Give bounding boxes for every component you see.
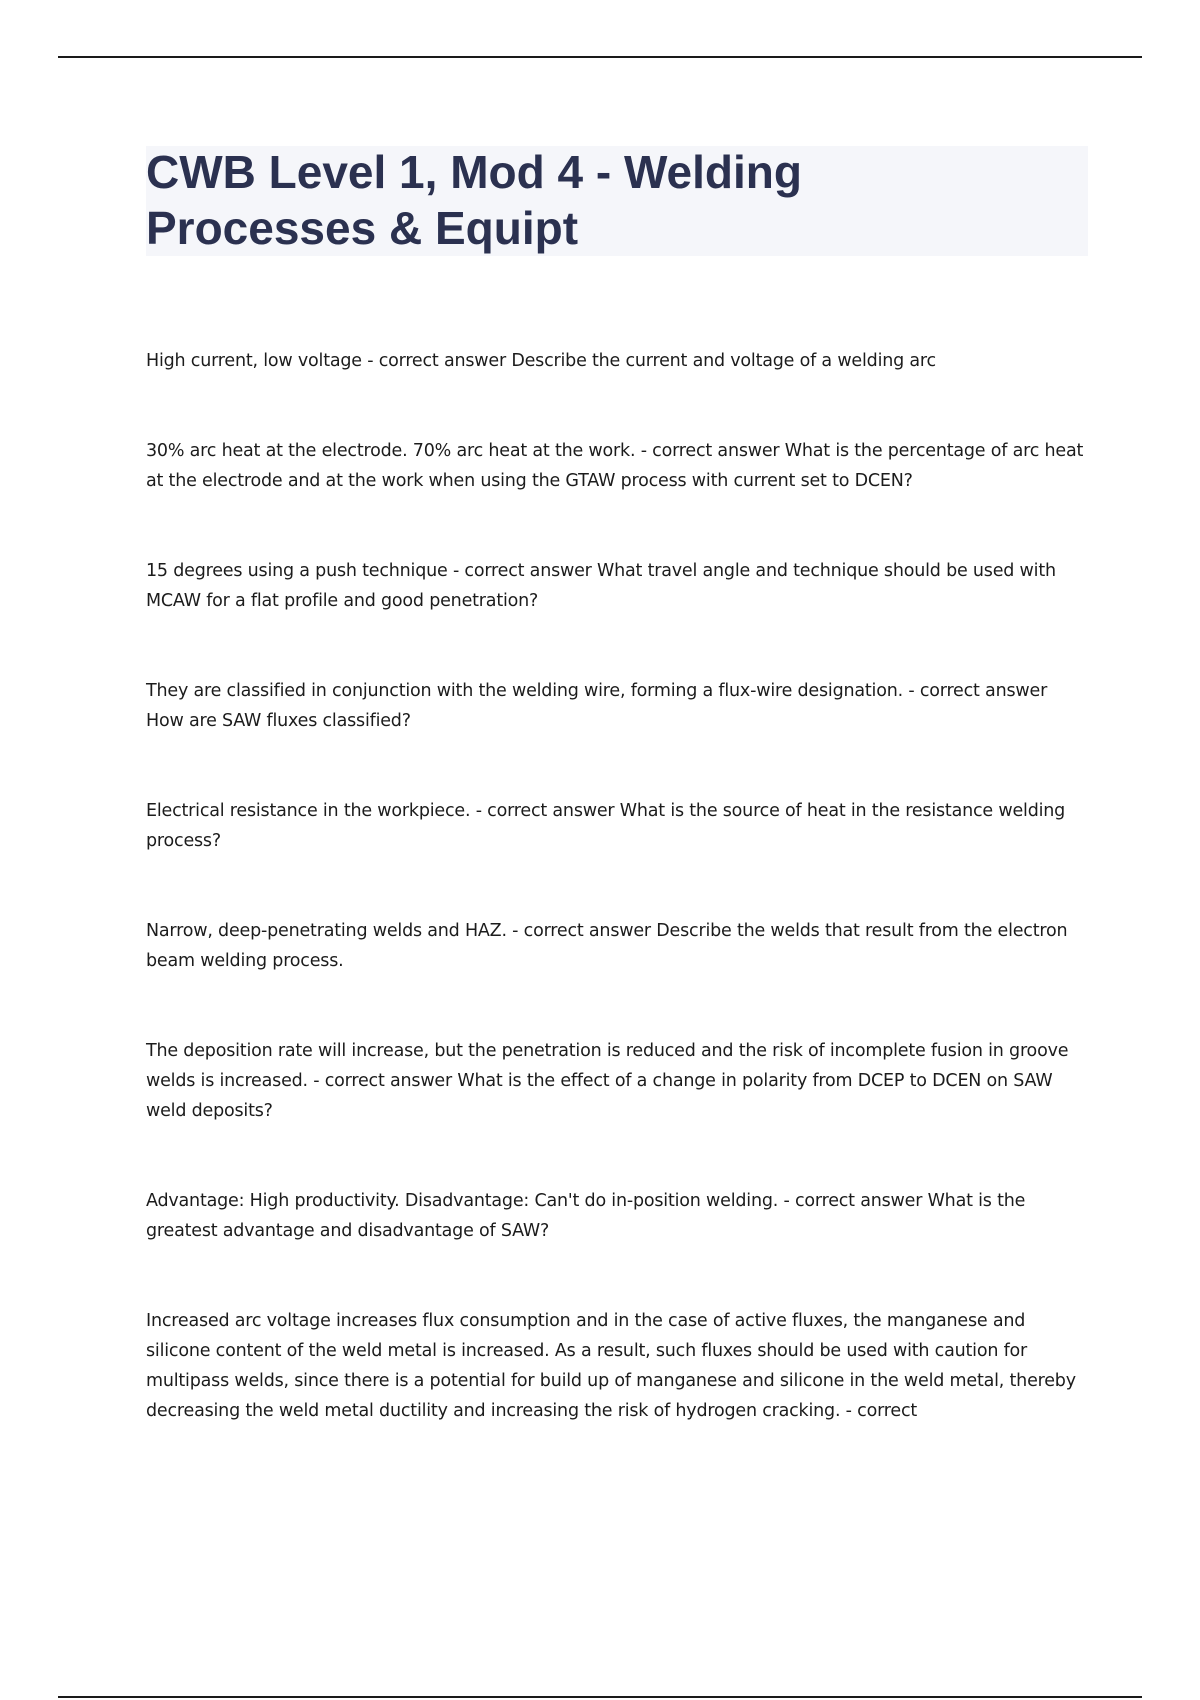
top-rule <box>58 56 1142 58</box>
qa-item: Electrical resistance in the workpiece. - correct answer What is the source of heat in the resistance welding process? <box>146 801 1066 851</box>
qa-item: The deposition rate will increase, but the penetration is reduced and the risk of incomplete fusion in groove welds is increased. - correct answer What is the effect of a change in polarity from DCEP to DCEN on SAW weld deposits? <box>146 1041 1069 1121</box>
qa-list <box>146 346 1088 1486</box>
qa-item: 30% arc heat at the electrode. 70% arc heat at the work. - correct answer What is the percentage of arc heat at the electrode and at the work when using the GTAW process with current set to DCEN? <box>146 441 1084 491</box>
qa-item: Advantage: High productivity. Disadvantage: Can't do in-position welding. - correct answer What is the greatest advantage and disadvantage of SAW? <box>146 1191 1026 1241</box>
document-title: CWB Level 1, Mod 4 - Welding Processes & Equipt <box>146 146 802 254</box>
qa-item: They are classified in conjunction with the welding wire, forming a flux-wire designation. - correct answer How are SAW fluxes classified? <box>146 681 1048 731</box>
qa-item: Narrow, deep-penetrating welds and HAZ. - correct answer Describe the welds that result from the electron beam welding process. <box>146 921 1068 971</box>
qa-item: 15 degrees using a push technique - correct answer What travel angle and technique should be used with MCAW for a flat profile and good penetration? <box>146 561 1056 611</box>
title-banner <box>146 146 1088 256</box>
qa-item: Increased arc voltage increases flux consumption and in the case of active fluxes, the manganese and silicone content of the weld metal is increased. As a result, such fluxes should be used with caution for multipass welds, since there is a potential for build up of manganese and silicone in the weld metal, thereby decreasing the weld metal ductility and increasing the risk of hydrogen cracking. - correct <box>146 1311 1076 1421</box>
qa-item: High current, low voltage - correct answer Describe the current and voltage of a welding arc <box>146 351 936 371</box>
bottom-rule <box>58 1696 1142 1698</box>
